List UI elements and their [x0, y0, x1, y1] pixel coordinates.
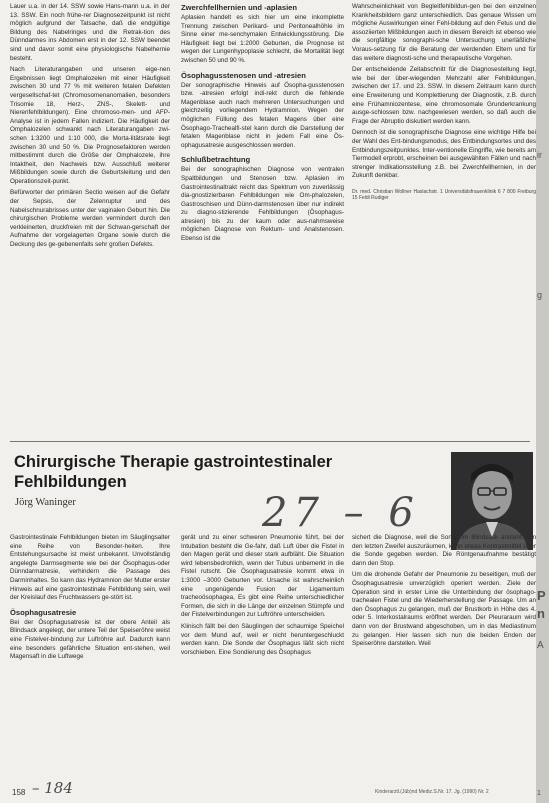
section-heading: Ösophagusstenosen und -atresien [181, 70, 306, 80]
article-author: Jörg Waninger [15, 497, 76, 508]
edge-fragment: P [537, 588, 546, 603]
paragraph: Um die drohende Gefahr der Pneumonie zu beseitigen, muß der Ösophagusatresie unverzüglich operiert werden. Ziele der Operation sind in erster Linie die Unterbindung der ösophago-trachealen Fistel und die Wiederherstellung der Passage. Um an den Ösophagus zu gelangen, muß der Brustkorb in Höhe des 4. oder 5. Interkostalraums eröffnet werden. Der Pleuraraum wird dann von der Brustwand abgeschoben, um in das Mediastinum zu gelangen. Hier lassen sich nun die beiden Enden der Speiseröhre darstellen. Weil [352, 571, 536, 648]
paragraph: Befürworter der primären Sectio weisen auf die Gefahr der Sepsis, der Zelenruptur und des Nabelschnurabrisses unter der vaginalen Geburt hin. Die chirurgischen Probleme werden vermindert durch den verkleinerten, druckfreien mit der Schwan-gerschaft der Aufnahme der vorgelagerten Organe sowie durch die Deckung des ge-gebenenfalls sehr großen Defekts. [10, 189, 170, 249]
page-number: 158 [12, 788, 26, 797]
bottom-column-1 [10, 534, 170, 665]
paragraph: Aplasien handelt es sich hier um eine inkomplette Trennung zwischen Perikard- und Peritonealhöhle im Sinne einer me-senchymalen Entwicklungsstörung. Die Häufigkeit liegt bei 1:2000 Geburten, die Prognose ist wegen der Lungenhypoplasie schlecht, die Mortalität liegt zwischen 50 und 90 %. [181, 14, 344, 64]
handwritten-reference: – 184 [32, 779, 73, 797]
column-1 [10, 3, 170, 253]
paragraph: Gastrointestinale Fehlbildungen bieten im Säuglingsalter eine Reihe von Besonder-heiten. Ihre Entstehungsursache ist meist unbekannt. Unvollständig angelegte Darmsegmente wie bei der Ösophagus-oder Dünndarmatresie, verhindern die Passage des Darminhaltes. So kann das Hydramnion der Mutter erster Hinweis auf eine gastrointestinale Fehlbildung sein, weil der Kreislauf des Fruchtwassers ge-stört ist. [10, 534, 170, 602]
divider [10, 441, 530, 442]
edge-fragment: 1 [537, 790, 541, 797]
adjacent-page-edge [536, 0, 549, 803]
column-2 [181, 3, 344, 247]
edge-fragment: n [537, 606, 545, 621]
section-heading: Schlußbetrachtung [181, 155, 251, 165]
edge-fragment: ir [537, 150, 542, 160]
paragraph: sichert die Diagnose, weil die Sonde im Blindsack ansteht. Um den letzten Zweifel auszuräumen, kann etwas Kontrastmittel über die Sonde gegeben werden. Die Röntgenaufnahme bestätigt dann den Stop. [352, 534, 536, 567]
paragraph: Dennoch ist die sonographische Diagnose eine wichtige Hilfe bei der Wahl des Ent-bindungsmodus, des Entbindungsortes und des Entbindungszeitpunktes. Inter-ventionelle Eingriffe, wie bereits am Tiermodell erprobt, erscheinen bei ausgewählten Fällen und nach strenger Indikationsstellung z.B. bei Zwerchfellhernien, in der Zukunft denkbar. [352, 129, 536, 180]
journal-reference: Kinderarztl.(Jüb)nd Mediz.S.Nr. 17. Jg. (1990) Nr. 2 [375, 789, 489, 795]
paragraph: Klinisch fällt bei den Säuglingen der schaumige Speichel vor dem Mund auf, weil er nicht heruntergeschluckt werden kann. Die Sonde der Ösophagus läßt sich nicht vorschieben. Eine Sondierung des Ösophagus [181, 622, 344, 656]
edge-fragment: A [537, 640, 544, 651]
paragraph: Lauer u.a. in der 14. SSW sowie Hans-mann u.a. in der 13. SSW. Ein noch frühe-rer Diagnosezeitpunkt ist nicht möglich aufgrund der Tatsache, daß die endgültige Bildung des Nabelringes und die Retrak-tion des Dünndarmes ins Abdomen erst in der 12. SSW beendet sind und davor somit eine physiologische Nabelhernie besteht. [10, 3, 170, 62]
paragraph: Der sonographische Hinweis auf Ösopha-gusstenosen bzw. -atresien erfolgt indi-rekt durch die fehlende Magenblase auch nach mehreren Untersuchungen und gleichzeitig vorliegendem Hydramnion. Wegen der möglichen Füllung des fetalen Magens über eine Ösophago-Trachealfi-stel kann durch die Darstellung der fetalen Magenblase nicht in jedem Fall eine Ös-ophagusatresie ausgeschlossen werden. [181, 81, 344, 149]
bottom-column-2 [181, 534, 344, 660]
paragraph: Bei der sonographischen Diagnose von ventralen Spaltbildungen und Stenosen bzw. Aplasien im Gastrointestinaltrakt reicht das Spektrum von zuverlässig dia-gnostizierbaren Fehlbildungen wie Om-phalozelen, Gastroschisen und Dünn-darmstenosen über nur indirekt zu diagno-stizierende Fehlbildungen (Ösophagus-atresien) bis zu der kaum oder aus-nahmsweise möglichen Diagnose von Rektum- und Analstenosen. Ebenso ist die [181, 166, 344, 243]
paragraph: Der entscheidende Zeitabschnitt für die Diagnosestellung liegt, wie bei der über-wiegenden Mehrzahl aller Fehlbildungen, zwischen der 17. und 23. SSW. In diesem Zeitraum kann durch eine Erweiterung und Komplettierung der Diagnostik, z.B. durch eine Frühamniozentese, eine chromosomale Grunderkrankung ausge-schlossen bzw. nachgewiesen werden, so daß auch die Frage der Abruptio diskutiert werden kann. [352, 66, 536, 125]
handwritten-note: 27 – 6 [262, 490, 420, 536]
article-title: Chirurgische Therapie gastrointestinaler Fehlbildungen [14, 453, 333, 491]
section-heading: Ösophagusatresie [10, 607, 77, 617]
edge-fragment: g [537, 290, 543, 300]
paragraph: gerät und zu einer schweren Pneumonie führt, bei der Intubation besteht die Ge-fahr, daß Luft über die Fistel in den Magen gerät und dieser stark aufbläht. Die Situation wird lebensbedrohlich, wenn der Tubus unbemerkt in die Fistel rutscht. Die Ösophagusatresie kommt etwa in 1:3000 –3000 Geburten vor. Ursache ist wahrscheinlich eine ungenügende Fusion der Ligamentum tracheoösophagea, Es gibt eine Reihe unterschiedlicher Formen, die sich in die Länge der einzelnen Stümpfe und der Fistelverbindungen zur Luftröhre unterscheiden. [181, 534, 344, 619]
paragraph: Nach Literaturangaben und unseren eige-nen Ergebnissen liegt Omphalozelen mit einer Häufigkeit zwischen 30 und 77 % mit weiteren fetalen Defekten vergesellschaf-tet (Chromosomenanomalien, besonders Trisomie 18, Herz-, ZNS-, Skelett- und Nierenfehlbildungen). Eine chromoso-men- und AFP-Analyse ist in jedem Fallen indiziert. Die Häufigkeit der Omphalozelen schwankt nach Literaturangaben zwi-schen 1:3200 und 1:10 000, die Morta-litätsrate liegt zwischen 30 und 50 %. Die Prognosefaktoren werden mitbestimmt durch die Größe der Omphalozele, ihre Intaktheit, den Nachweis bzw. Ausschluß weiterer Mißbildungen sowie durch die Geburtsleitung und den Operationszeit-punkt. [10, 66, 170, 185]
column-3 [352, 3, 536, 201]
paragraph: Wahrscheinlichkeit von Begleitfehlbildun-gen bei den einzelnen Krankheitsbildern ganz unterschiedlich. Das genaue Wissen um mögliche Auswirkungen einer Fehl-bildung auf den Fetus und die assoziierten Mißbildungen auch in diesem Bereich ist ebenso wie die sorgfältige sonographi-sche Untersuchung unerläßliche Voraus-setzung für die Beratung der werdenden Eltern und für das weitere diagnosti-sche und therapeutische Vorgehen. [352, 3, 536, 62]
paragraph: Bei der Ösophagusatresie ist der obere Anteil als Blindsack angelegt, der untere Teil der Speiseröhre weist eine Fistelver-bindung zur Luftröhre auf. Dadurch kann eine besonders gefährliche Situation ent-stehen, weil Magensaft in die Luftwege [10, 618, 170, 661]
author-address: Dr. med. Christian Wollner Haslachstr. 1 Universitätsfrauenklinik 6 7 800 Freiburg 15 Feldi Rudiger [352, 188, 536, 202]
bottom-column-3 [352, 534, 536, 652]
section-heading: Zwerchfellhernien und -aplasien [181, 3, 298, 12]
